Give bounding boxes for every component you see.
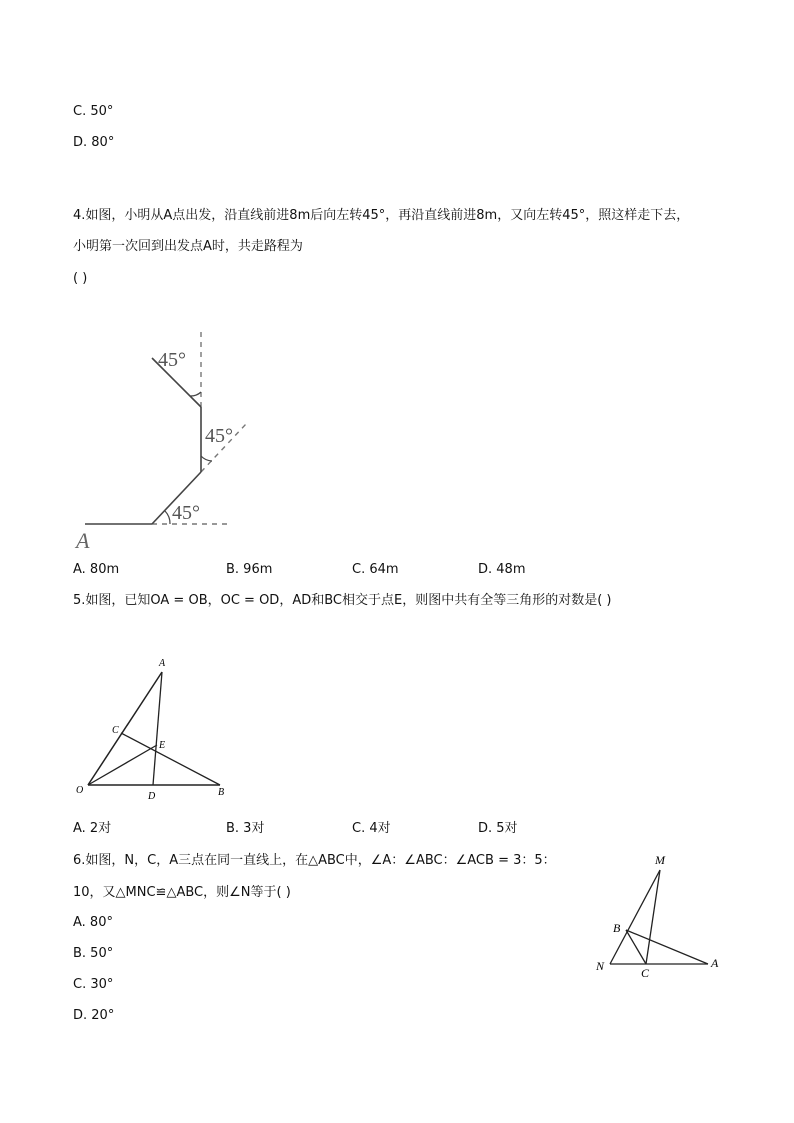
q5-option-b: B. 3对 <box>226 821 265 836</box>
q5-label-o: O <box>76 785 84 796</box>
q4-option-d: D. 48m <box>478 562 526 577</box>
q5-option-a: A. 2对 <box>73 821 112 836</box>
q6-option-d: D. 20° <box>73 1008 115 1023</box>
q3-option-d: D. 80° <box>73 135 115 150</box>
q6-segment-ba <box>626 930 708 964</box>
q4-angle-label-2: 45° <box>205 425 233 447</box>
q6-stem-line1: 6.如图，N，C，A三点在同一直线上，在△ABC中，∠A：∠ABC：∠ACB = 3：5： <box>73 853 556 868</box>
q5-label-c: C <box>112 725 119 736</box>
q5-label-d: D <box>148 791 156 802</box>
q6-option-a: A. 80° <box>73 915 113 930</box>
q6-label-c: C <box>641 966 650 980</box>
q6-label-m: M <box>655 853 665 867</box>
q6-label-n: N <box>596 959 605 973</box>
q4-option-b: B. 96m <box>226 562 273 577</box>
q4-stem-line2: 小明第一次回到出发点A时，共走路程为 <box>73 239 303 254</box>
q5-label-b: B <box>218 787 225 798</box>
q3-option-c: C. 50° <box>73 104 114 119</box>
q5-label-a: A <box>159 658 166 669</box>
q4-angle-label-1: 45° <box>158 349 186 371</box>
q4-answer-paren: ( ) <box>73 271 88 286</box>
q6-option-b: B. 50° <box>73 946 114 961</box>
q4-option-a: A. 80m <box>73 562 120 577</box>
q6-label-b: B <box>613 921 621 935</box>
q5-stem: 5.如图，已知OA = OB，OC = OD，AD和BC相交于点E，则图中共有全等三角形的对数是( ) <box>73 593 612 608</box>
q6-label-a: A <box>711 956 719 970</box>
q4-stem-line1: 4.如图，小明从A点出发，沿直线前进8m后向左转45°，再沿直线前进8m，又向左转45°，照这样走下去， <box>73 208 690 223</box>
q4-option-c: C. 64m <box>352 562 399 577</box>
q5-label-e: E <box>159 740 166 751</box>
q5-option-d: D. 5对 <box>478 821 518 836</box>
q4-angle-label-3: 45° <box>172 502 200 524</box>
q5-option-c: C. 4对 <box>352 821 391 836</box>
q6-stem-line2: 10，又△MNC≌△ABC，则∠N等于( ) <box>73 885 291 900</box>
q6-segment-bc <box>626 930 646 964</box>
q6-option-c: C. 30° <box>73 977 114 992</box>
q4-point-a-label: A <box>76 528 90 553</box>
